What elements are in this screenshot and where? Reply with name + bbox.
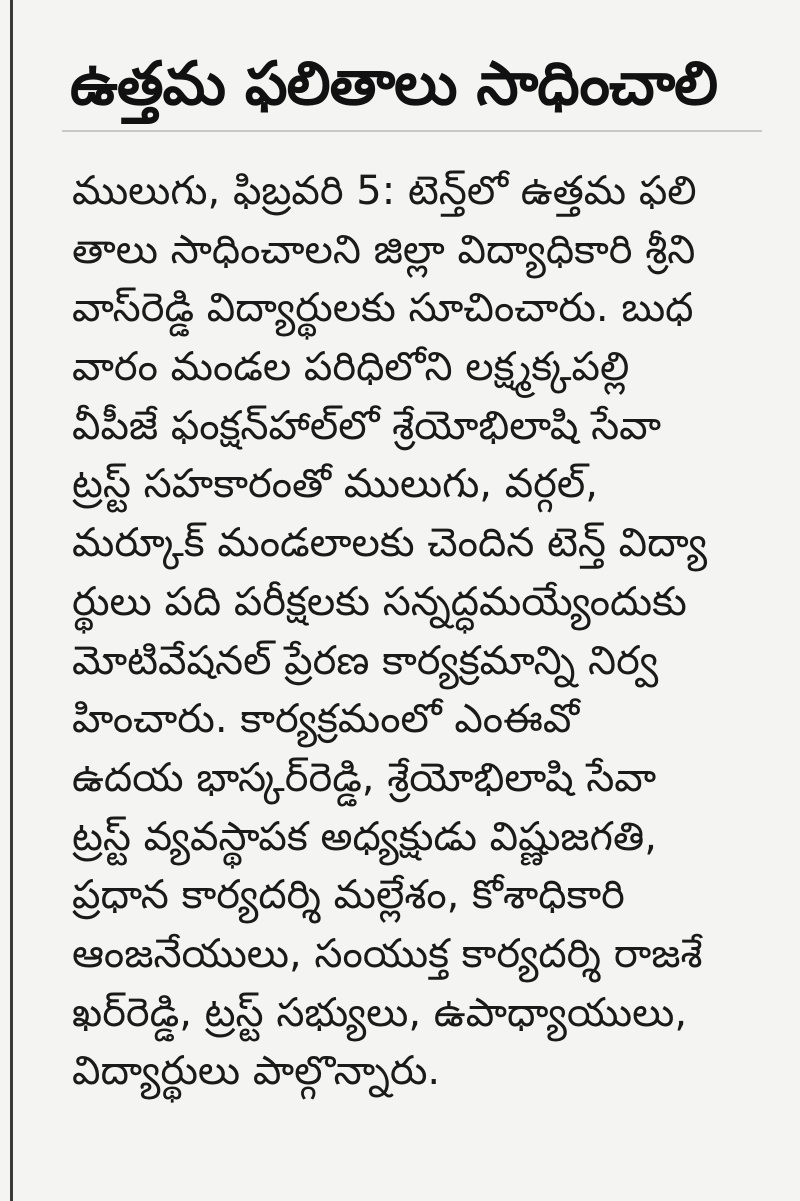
body-line: ఖర్‌రెడ్డి, ట్రస్ట్ సభ్యులు, ఉపాధ్యాయులు, (72, 989, 688, 1036)
body-line: ఉదయ భాస్కర్‌రెడ్డి, శ్రేయోభిలాషి సేవా (72, 754, 657, 801)
body-line: వాస్‌రెడ్డి విద్యార్థులకు సూచించారు. బుధ (72, 285, 694, 332)
body-line: హించారు. కార్యక్రమంలో ఎంఈవో (72, 696, 580, 743)
article-headline: ఉత్తమ ఫలితాలు సాధించాలి (70, 49, 718, 119)
body-line: విద్యార్థులు పాల్గొన్నారు. (72, 1048, 441, 1095)
body-line: ప్రధాన కార్యదర్శి మల్లేశం, కోశాధికారి (72, 872, 625, 919)
body-line: మోటివేషనల్ ప్రేరణ కార్యక్రమాన్ని నిర్వ (72, 637, 659, 684)
body-line: ములుగు, ఫిబ్రవరి 5: టెన్త్‌లో ఉత్తమ ఫలి (72, 168, 697, 214)
body-line: ఆంజనేయులు, సంయుక్త కార్యదర్శి రాజశే (72, 930, 703, 977)
body-line: మర్కూక్ మండలాలకు చెందిన టెన్త్ విద్యా (72, 520, 708, 567)
body-line: వారం మండల పరిధిలోని లక్ష్మక్కపల్లి (72, 344, 630, 391)
article-body (72, 162, 762, 1101)
column-divider (10, 0, 13, 1201)
body-line: తాలు సాధించాలని జిల్లా విద్యాధికారి శ్రీని (72, 226, 696, 273)
headline-divider (62, 130, 762, 132)
body-line: ర్థులు పది పరీక్షలకు సన్నద్ధమయ్యేందుకు (72, 578, 687, 625)
news-article (62, 0, 762, 1201)
body-line: ట్రస్ట్ వ్యవస్థాపక అధ్యక్షుడు విష్ణుజగతి, (72, 813, 657, 860)
body-line: ట్రస్ట్ సహకారంతో ములుగు, వర్గల్, (72, 461, 598, 508)
body-line: వీపీజే ఫంక్షన్‌హాల్‌లో శ్రేయోభిలాషి సేవా (72, 402, 662, 449)
